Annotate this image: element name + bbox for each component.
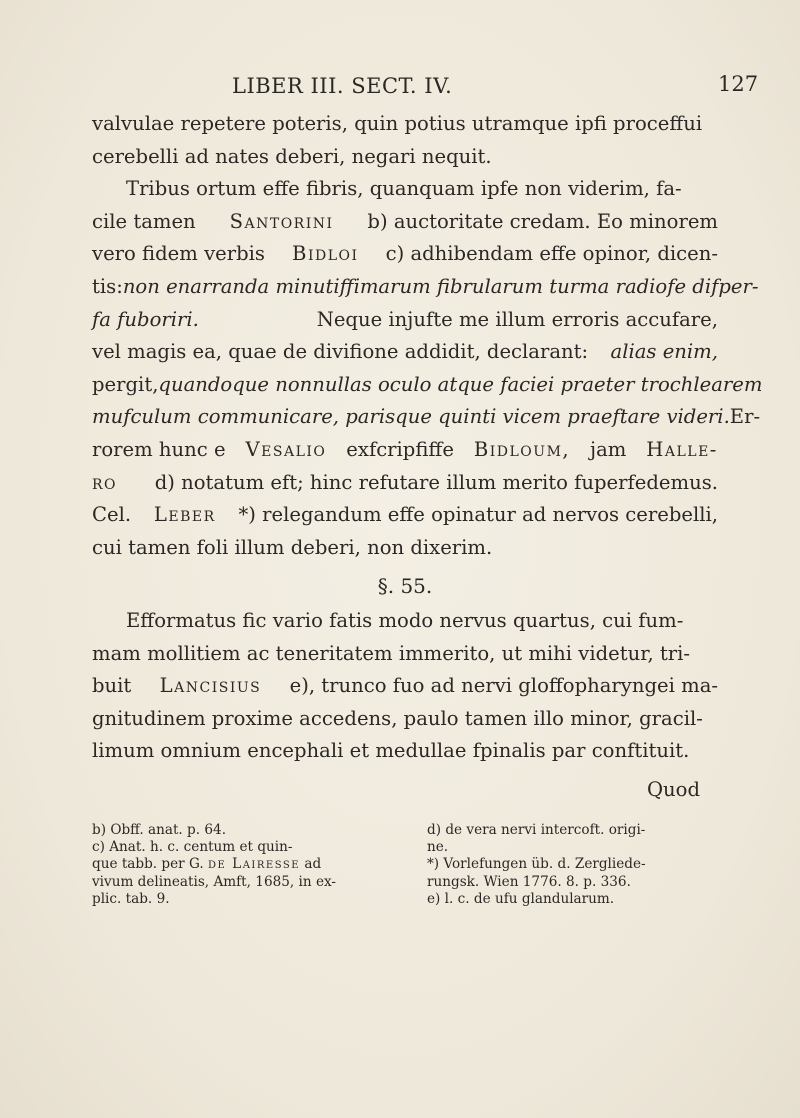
text-line: tis: non enarranda minutiffimarum fibrularum turma radiofe difper- bbox=[92, 271, 718, 304]
text-line: vero fidem verbis Bidloi c) adhibendam effe opinor, dicen- bbox=[92, 238, 718, 271]
text-line: buit Lancisius e), trunco fuo ad nervi gloffopharyngei ma- bbox=[92, 670, 718, 703]
quotation: fa fuboriri. bbox=[92, 307, 199, 331]
text-line: ro d) notatum eft; hinc refutare illum merito fuperfedemus. bbox=[92, 467, 718, 500]
footnotes-right-column bbox=[427, 822, 732, 908]
author-name: de Lairesse bbox=[208, 856, 301, 873]
section-heading: §. 55. bbox=[377, 574, 433, 599]
footnote-line: e) l. c. de ufu glandularum. bbox=[427, 890, 615, 907]
text-line: valvulae repetere poteris, quin potius utramque ipfi proceffui bbox=[92, 112, 703, 135]
quotation: alias enim, bbox=[610, 340, 718, 364]
footnote-line: rungsk. Wien 1776. 8. p. 336. bbox=[427, 873, 631, 890]
text-line: cile tamen Santorini b) auctoritate credam. Eo minorem bbox=[92, 206, 718, 239]
footnote-line: *) Vorlefungen üb. d. Zergliede- bbox=[427, 856, 646, 873]
text-line: Efformatus fic vario fatis modo nervus quartus, cui fum- bbox=[126, 608, 684, 632]
text-line: pergit, quandoque nonnullas oculo atque faciei praeter trochlearem bbox=[92, 369, 718, 402]
text-line: gnitudinem proxime accedens, paulo tamen illo minor, gracil- bbox=[92, 706, 703, 730]
footnote-line: ne. bbox=[427, 839, 449, 856]
catchword-row bbox=[92, 774, 718, 807]
quotation: quandoque nonnullas oculo atque faciei praeter trochlearem bbox=[158, 372, 763, 396]
quotation: non enarranda minutiffimarum fibrularum turma radiofe difper- bbox=[122, 274, 759, 298]
main-text bbox=[92, 108, 763, 806]
footnotes-left-column bbox=[92, 822, 397, 908]
running-head: LIBER III. SECT. IV. bbox=[232, 74, 453, 98]
author-name: ro bbox=[92, 470, 118, 494]
text-line: mam mollitiem ac teneritatem immerito, ut mihi videtur, tri- bbox=[92, 641, 691, 665]
author-name: Bidloi bbox=[292, 242, 359, 266]
text-line: Tribus ortum effe fibris, quanquam ipfe non viderim, fa- bbox=[126, 177, 682, 201]
footnote-line: que tabb. per G. de Lairesse ad bbox=[92, 856, 322, 873]
footnote-line: vivum delineatis, Amft, 1685, in ex- bbox=[92, 873, 337, 890]
quotation: mufculum communicare, parisque quinti vicem praeftare videri. bbox=[92, 405, 730, 429]
author-name: Santorini bbox=[229, 209, 334, 233]
text-line: rorem hunc e Vesalio exfcripfiffe Bidloum, jam Halle- bbox=[92, 434, 718, 467]
author-name: Leber bbox=[153, 503, 216, 527]
text-line: vel magis ea, quae de divifione addidit, declarant: alias enim, bbox=[92, 336, 718, 369]
text-line: cui tamen foli illum deberi, non dixerim. bbox=[92, 535, 493, 559]
page-number: 127 bbox=[718, 72, 759, 96]
author-name: Halle- bbox=[646, 437, 718, 461]
footnote-line: b) Obff. anat. p. 64. bbox=[92, 822, 227, 838]
text-line: Cel. Leber *) relegandum effe opinatur ad nervos cerebelli, bbox=[92, 499, 718, 532]
text-line: mufculum communicare, parisque quinti vicem praeftare videri. Er- bbox=[92, 401, 718, 434]
footnote-line: c) Anat. h. c. centum et quin- bbox=[92, 839, 293, 856]
catchword: Quod bbox=[646, 777, 700, 801]
footnotes bbox=[92, 822, 732, 908]
text-line: limum omnium encephali et medullae fpinalis par conftituit. bbox=[92, 739, 690, 763]
author-name: Vesalio bbox=[245, 437, 327, 461]
page-header bbox=[0, 72, 800, 102]
text-line: fa fuboriri. Neque injufte me illum erroris accufare, bbox=[92, 304, 718, 337]
footnote-line: plic. tab. 9. bbox=[92, 890, 170, 907]
text-line: cerebelli ad nates deberi, negari nequit. bbox=[92, 144, 492, 168]
footnote-line: d) de vera nervi intercoft. origi- bbox=[427, 822, 646, 838]
author-name: Bidloum, bbox=[473, 437, 571, 461]
author-name: Lancisius bbox=[159, 674, 262, 698]
